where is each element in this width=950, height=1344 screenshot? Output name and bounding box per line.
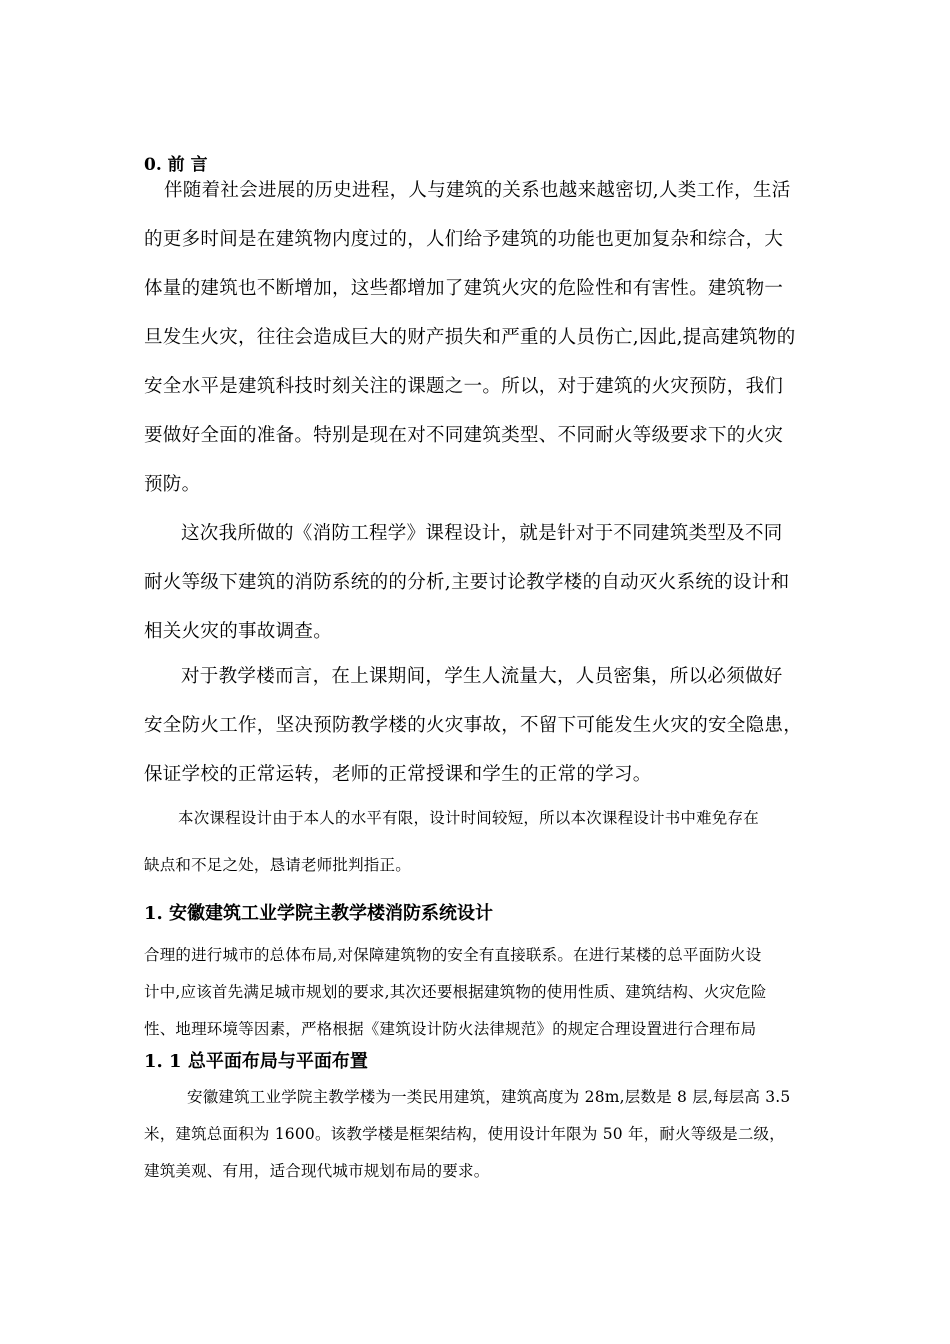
intro-para3-line: 保证学校的正常运转，老师的正常授课和学生的正常的学习。: [144, 764, 652, 785]
section11-para-line: 米，建筑总面积为 1600。该教学楼是框架结构，使用设计年限为 50 年，耐火等级是二级，: [144, 1125, 785, 1143]
intro-para1-line: 旦发生火灾，往往会造成巨大的财产损失和严重的人员伤亡,因此,提高建筑物的: [144, 327, 796, 348]
section1-para-line: 合理的进行城市的总体布局,对保障建筑物的安全有直接联系。在进行某楼的总平面防火设: [144, 946, 762, 964]
section11-heading: 1. 1 总平面布局与平面布置: [144, 1051, 368, 1072]
section1-para-line: 性、地理环境等因素，严格根据《建筑设计防火法律规范》的规定合理设置进行合理布局: [144, 1020, 757, 1038]
intro-para1-line: 要做好全面的准备。特别是现在对不同建筑类型、不同耐火等级要求下的火灾: [144, 425, 784, 446]
intro-para1-line: 预防。: [144, 474, 201, 495]
intro-para2-line: 这次我所做的《消防工程学》课程设计，就是针对于不同建筑类型及不同: [181, 523, 783, 544]
intro-para2-line: 耐火等级下建筑的消防系统的的分析,主要讨论教学楼的自动灭火系统的设计和: [144, 572, 790, 593]
intro-para1-line: 的更多时间是在建筑物内度过的，人们给予建筑的功能也更加复杂和综合，大: [144, 229, 784, 250]
intro-para4-line: 本次课程设计由于本人的水平有限，设计时间较短，所以本次课程设计书中难免存在: [178, 809, 759, 827]
intro-para1-line: 伴随着社会进展的历史进程，人与建筑的关系也越来越密切,人类工作，生活: [164, 180, 791, 201]
intro-para3-line: 安全防火工作，坚决预防教学楼的火灾事故，不留下可能发生火灾的安全隐患，: [144, 715, 803, 736]
intro-para3-line: 对于教学楼而言，在上课期间，学生人流量大，人员密集，所以必须做好: [181, 666, 783, 687]
section1-heading: 1. 安徽建筑工业学院主教学楼消防系统设计: [144, 903, 494, 924]
section1-para-line: 计中,应该首先满足城市规划的要求,其次还要根据建筑物的使用性质、建筑结构、火灾危险: [144, 983, 767, 1001]
intro-para1-line: 体量的建筑也不断增加，这些都增加了建筑火灾的危险性和有害性。建筑物一: [144, 278, 784, 299]
section11-para-line: 建筑美观、有用，适合现代城市规划布局的要求。: [144, 1162, 490, 1180]
intro-heading: 0. 前 言: [144, 155, 208, 175]
intro-para2-line: 相关火灾的事故调查。: [144, 621, 333, 642]
intro-para4-line: 缺点和不足之处，恳请老师批判指正。: [144, 856, 411, 874]
intro-para1-line: 安全水平是建筑科技时刻关注的课题之一。所以，对于建筑的火灾预防，我们: [144, 376, 784, 397]
section11-para-line: 安徽建筑工业学院主教学楼为一类民用建筑，建筑高度为 28m,层数是 8 层,每层高 3.5: [187, 1088, 791, 1106]
